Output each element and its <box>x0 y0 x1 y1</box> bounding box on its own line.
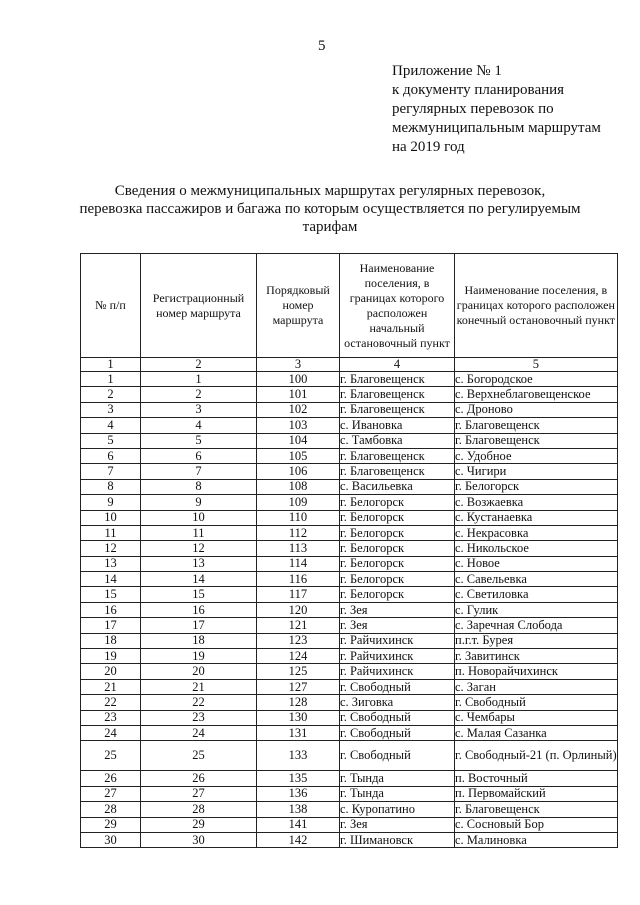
table-row <box>81 602 618 617</box>
cell-end-settlement: с. Богородское <box>455 372 618 387</box>
cell-end-settlement: с. Заган <box>455 679 618 694</box>
cell-registration-number: 12 <box>141 541 257 556</box>
cell-end-settlement: с. Гулик <box>455 602 618 617</box>
cell-row-number: 21 <box>81 679 141 694</box>
appendix-line: межмуниципальным маршрутам <box>392 120 601 136</box>
cell-route-number: 136 <box>257 786 340 801</box>
cell-start-settlement: г. Райчихинск <box>340 649 455 664</box>
cell-start-settlement: с. Зиговка <box>340 695 455 710</box>
cell-registration-number: 11 <box>141 525 257 540</box>
cell-registration-number: 2 <box>141 387 257 402</box>
table-row <box>81 572 618 587</box>
cell-start-settlement: г. Тында <box>340 786 455 801</box>
cell-start-settlement: г. Благовещенск <box>340 464 455 479</box>
cell-route-number: 112 <box>257 525 340 540</box>
cell-row-number: 17 <box>81 618 141 633</box>
cell-route-number: 135 <box>257 771 340 786</box>
cell-registration-number: 5 <box>141 433 257 448</box>
cell-end-settlement: с. Возжаевка <box>455 495 618 510</box>
cell-start-settlement: г. Райчихинск <box>340 633 455 648</box>
cell-row-number: 15 <box>81 587 141 602</box>
cell-registration-number: 29 <box>141 817 257 832</box>
cell-route-number: 110 <box>257 510 340 525</box>
cell-start-settlement: г. Благовещенск <box>340 387 455 402</box>
table-row <box>81 556 618 571</box>
table-row <box>81 495 618 510</box>
cell-route-number: 114 <box>257 556 340 571</box>
table-row <box>81 387 618 402</box>
table-row <box>81 741 618 771</box>
cell-end-settlement: с. Чигири <box>455 464 618 479</box>
table-row <box>81 464 618 479</box>
cell-registration-number: 14 <box>141 572 257 587</box>
cell-end-settlement: п. Первомайский <box>455 786 618 801</box>
cell-route-number: 131 <box>257 725 340 740</box>
cell-route-number: 108 <box>257 479 340 494</box>
cell-route-number: 117 <box>257 587 340 602</box>
cell-row-number: 5 <box>81 433 141 448</box>
cell-start-settlement: г. Благовещенск <box>340 448 455 463</box>
cell-start-settlement: г. Белогорск <box>340 541 455 556</box>
header-row-number: № п/п <box>81 254 141 358</box>
cell-row-number: 27 <box>81 786 141 801</box>
cell-registration-number: 22 <box>141 695 257 710</box>
cell-row-number: 6 <box>81 448 141 463</box>
table-row <box>81 725 618 740</box>
cell-end-settlement: с. Чембары <box>455 710 618 725</box>
header-end-settlement: Наименование поселения, в границах которого расположен конечный остановочный пункт <box>455 254 618 358</box>
cell-row-number: 22 <box>81 695 141 710</box>
cell-registration-number: 17 <box>141 618 257 633</box>
cell-route-number: 106 <box>257 464 340 479</box>
heading-line: тарифам <box>302 219 358 235</box>
cell-route-number: 128 <box>257 695 340 710</box>
table-row <box>81 802 618 817</box>
cell-route-number: 101 <box>257 387 340 402</box>
cell-start-settlement: г. Белогорск <box>340 556 455 571</box>
cell-start-settlement: г. Шимановск <box>340 832 455 847</box>
cell-registration-number: 7 <box>141 464 257 479</box>
cell-route-number: 141 <box>257 817 340 832</box>
cell-start-settlement: г. Белогорск <box>340 495 455 510</box>
cell-registration-number: 10 <box>141 510 257 525</box>
table-row <box>81 372 618 387</box>
appendix-line: регулярных перевозок по <box>392 101 554 117</box>
appendix-line: Приложение № 1 <box>392 63 502 79</box>
cell-row-number: 4 <box>81 418 141 433</box>
header-route-order-number: Порядковый номер маршрута <box>257 254 340 358</box>
cell-end-settlement: с. Савельевка <box>455 572 618 587</box>
cell-start-settlement: г. Белогорск <box>340 525 455 540</box>
cell-registration-number: 26 <box>141 771 257 786</box>
cell-row-number: 26 <box>81 771 141 786</box>
cell-registration-number: 28 <box>141 802 257 817</box>
cell-registration-number: 20 <box>141 664 257 679</box>
cell-row-number: 30 <box>81 832 141 847</box>
cell-registration-number: 4 <box>141 418 257 433</box>
table-row <box>81 832 618 847</box>
cell-end-settlement: с. Малая Сазанка <box>455 725 618 740</box>
cell-end-settlement: г. Завитинск <box>455 649 618 664</box>
cell-route-number: 105 <box>257 448 340 463</box>
cell-end-settlement: с. Дроново <box>455 402 618 417</box>
cell-route-number: 142 <box>257 832 340 847</box>
table-row <box>81 695 618 710</box>
cell-registration-number: 23 <box>141 710 257 725</box>
table-row <box>81 479 618 494</box>
table-row <box>81 664 618 679</box>
cell-start-settlement: г. Свободный <box>340 741 455 771</box>
cell-start-settlement: г. Райчихинск <box>340 664 455 679</box>
cell-row-number: 18 <box>81 633 141 648</box>
column-number: 1 <box>81 358 141 372</box>
cell-end-settlement: с. Малиновка <box>455 832 618 847</box>
cell-route-number: 138 <box>257 802 340 817</box>
cell-registration-number: 27 <box>141 786 257 801</box>
cell-end-settlement: п.г.т. Бурея <box>455 633 618 648</box>
cell-end-settlement: г. Благовещенск <box>455 802 618 817</box>
cell-row-number: 9 <box>81 495 141 510</box>
cell-route-number: 133 <box>257 741 340 771</box>
cell-start-settlement: г. Зея <box>340 618 455 633</box>
cell-row-number: 8 <box>81 479 141 494</box>
cell-row-number: 20 <box>81 664 141 679</box>
cell-registration-number: 24 <box>141 725 257 740</box>
cell-start-settlement: с. Тамбовка <box>340 433 455 448</box>
table-row <box>81 402 618 417</box>
cell-end-settlement: г. Благовещенск <box>455 418 618 433</box>
cell-start-settlement: с. Куропатино <box>340 802 455 817</box>
cell-end-settlement: с. Верхнеблаговещенское <box>455 387 618 402</box>
cell-route-number: 130 <box>257 710 340 725</box>
cell-route-number: 109 <box>257 495 340 510</box>
cell-end-settlement: с. Никольское <box>455 541 618 556</box>
appendix-line: на 2019 год <box>392 139 465 155</box>
document-heading <box>60 182 600 236</box>
heading-line: Сведения о межмуниципальных маршрутах регулярных перевозок, <box>114 183 546 199</box>
cell-row-number: 16 <box>81 602 141 617</box>
cell-start-settlement: г. Тында <box>340 771 455 786</box>
column-number: 2 <box>141 358 257 372</box>
cell-start-settlement: г. Благовещенск <box>340 372 455 387</box>
cell-row-number: 14 <box>81 572 141 587</box>
cell-start-settlement: г. Свободный <box>340 679 455 694</box>
cell-row-number: 2 <box>81 387 141 402</box>
cell-start-settlement: г. Свободный <box>340 710 455 725</box>
cell-row-number: 28 <box>81 802 141 817</box>
table-row <box>81 618 618 633</box>
column-number: 5 <box>455 358 618 372</box>
page-number: 5 <box>318 38 326 54</box>
cell-end-settlement: г. Свободный <box>455 695 618 710</box>
cell-registration-number: 21 <box>141 679 257 694</box>
cell-registration-number: 1 <box>141 372 257 387</box>
cell-start-settlement: г. Белогорск <box>340 587 455 602</box>
cell-route-number: 123 <box>257 633 340 648</box>
table-row <box>81 433 618 448</box>
table-row <box>81 525 618 540</box>
table-row <box>81 679 618 694</box>
cell-route-number: 100 <box>257 372 340 387</box>
cell-start-settlement: г. Белогорск <box>340 572 455 587</box>
cell-registration-number: 18 <box>141 633 257 648</box>
table-row <box>81 510 618 525</box>
header-registration-number: Регистрационный номер маршрута <box>141 254 257 358</box>
cell-row-number: 23 <box>81 710 141 725</box>
cell-end-settlement: с. Новое <box>455 556 618 571</box>
cell-end-settlement: с. Заречная Слобода <box>455 618 618 633</box>
cell-registration-number: 15 <box>141 587 257 602</box>
cell-route-number: 124 <box>257 649 340 664</box>
cell-end-settlement: г. Свободный-21 (п. Орлиный) <box>455 741 618 771</box>
table-row <box>81 418 618 433</box>
cell-registration-number: 30 <box>141 832 257 847</box>
column-number: 3 <box>257 358 340 372</box>
cell-registration-number: 19 <box>141 649 257 664</box>
cell-row-number: 25 <box>81 741 141 771</box>
table-row <box>81 771 618 786</box>
routes-body <box>81 358 618 848</box>
table-row <box>81 786 618 801</box>
appendix-line: к документу планирования <box>392 82 565 98</box>
column-number-row <box>81 358 618 372</box>
cell-registration-number: 9 <box>141 495 257 510</box>
cell-registration-number: 25 <box>141 741 257 771</box>
table-row <box>81 817 618 832</box>
cell-end-settlement: с. Кустанаевка <box>455 510 618 525</box>
column-number: 4 <box>340 358 455 372</box>
header-start-settlement: Наименование поселения, в границах которого расположен начальный остановочный пункт <box>340 254 455 358</box>
cell-start-settlement: г. Зея <box>340 602 455 617</box>
cell-end-settlement: с. Некрасовка <box>455 525 618 540</box>
cell-row-number: 11 <box>81 525 141 540</box>
cell-row-number: 10 <box>81 510 141 525</box>
table-row <box>81 649 618 664</box>
cell-route-number: 102 <box>257 402 340 417</box>
cell-start-settlement: г. Благовещенск <box>340 402 455 417</box>
table-row <box>81 541 618 556</box>
routes-table <box>80 253 618 848</box>
table-row <box>81 710 618 725</box>
cell-end-settlement: с. Удобное <box>455 448 618 463</box>
cell-registration-number: 13 <box>141 556 257 571</box>
cell-end-settlement: п. Новорайчихинск <box>455 664 618 679</box>
cell-route-number: 120 <box>257 602 340 617</box>
cell-route-number: 104 <box>257 433 340 448</box>
cell-start-settlement: г. Белогорск <box>340 510 455 525</box>
cell-start-settlement: с. Васильевка <box>340 479 455 494</box>
cell-registration-number: 3 <box>141 402 257 417</box>
cell-row-number: 24 <box>81 725 141 740</box>
table-row <box>81 587 618 602</box>
cell-route-number: 113 <box>257 541 340 556</box>
cell-start-settlement: г. Зея <box>340 817 455 832</box>
cell-route-number: 121 <box>257 618 340 633</box>
cell-registration-number: 8 <box>141 479 257 494</box>
cell-route-number: 116 <box>257 572 340 587</box>
cell-start-settlement: с. Ивановка <box>340 418 455 433</box>
cell-route-number: 125 <box>257 664 340 679</box>
cell-row-number: 29 <box>81 817 141 832</box>
cell-row-number: 7 <box>81 464 141 479</box>
cell-end-settlement: г. Благовещенск <box>455 433 618 448</box>
cell-end-settlement: г. Белогорск <box>455 479 618 494</box>
cell-start-settlement: г. Свободный <box>340 725 455 740</box>
cell-row-number: 1 <box>81 372 141 387</box>
table-row <box>81 448 618 463</box>
heading-line: перевозка пассажиров и багажа по которым осуществляется по регулируемым <box>79 201 581 217</box>
cell-row-number: 13 <box>81 556 141 571</box>
cell-row-number: 3 <box>81 402 141 417</box>
cell-end-settlement: п. Восточный <box>455 771 618 786</box>
table-row <box>81 633 618 648</box>
cell-end-settlement: с. Сосновый Бор <box>455 817 618 832</box>
cell-end-settlement: с. Светиловка <box>455 587 618 602</box>
appendix-note <box>392 62 601 157</box>
cell-route-number: 103 <box>257 418 340 433</box>
cell-row-number: 12 <box>81 541 141 556</box>
cell-route-number: 127 <box>257 679 340 694</box>
cell-registration-number: 16 <box>141 602 257 617</box>
cell-row-number: 19 <box>81 649 141 664</box>
cell-registration-number: 6 <box>141 448 257 463</box>
